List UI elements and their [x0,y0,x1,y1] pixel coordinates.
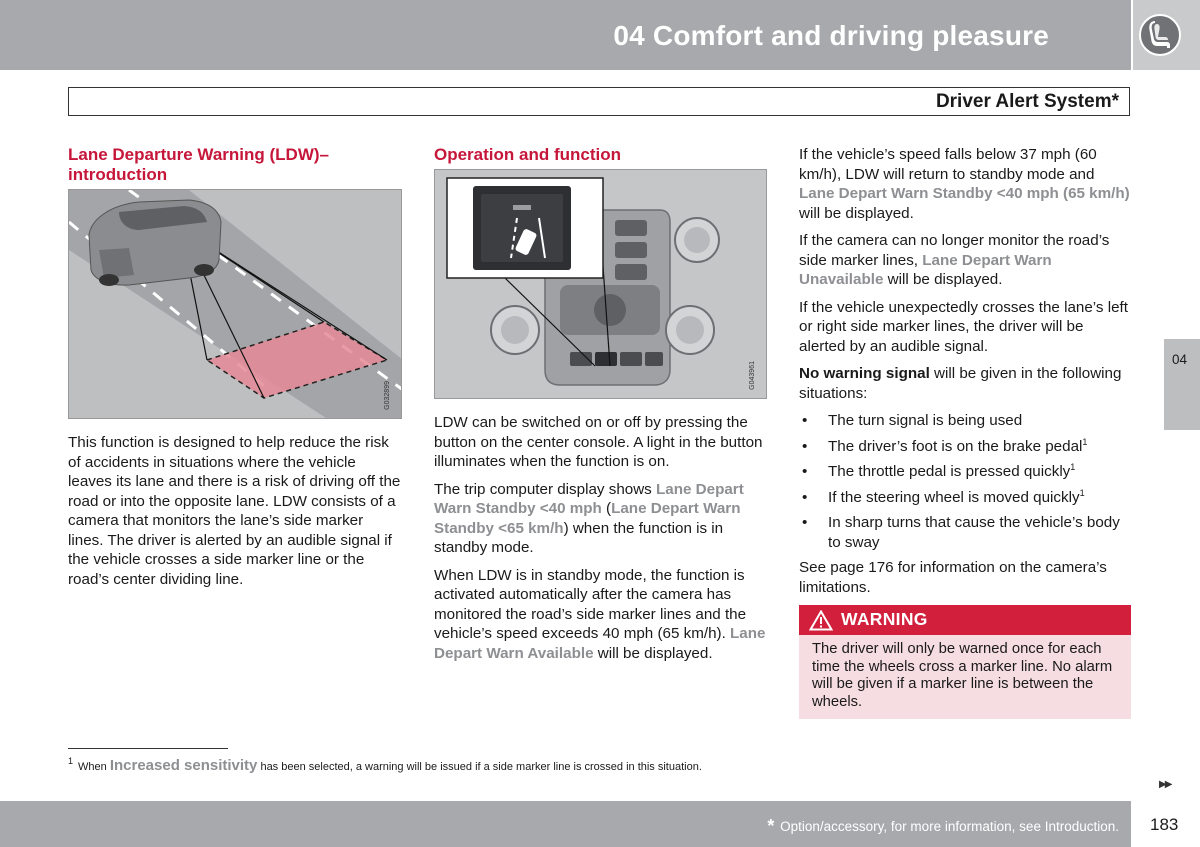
warning-header [799,605,1131,635]
chapter-side-tab [1164,339,1200,430]
warning-title: WARNING [841,609,928,629]
warning-box [799,605,1131,719]
list-item: • In sharp turns that cause the vehicle’s body to sway [802,514,1120,551]
list-item: • The turn signal is being used [802,412,1023,429]
warning-text: The driver will only be warned once for each time the wheels cross a marker line. No alarm will be given if a marker line is between the wheels. [812,641,1113,710]
lane-camera-illustration [68,189,402,419]
image-code: G043961 [748,361,756,390]
seat-icon [1139,14,1181,56]
list-item: • The driver’s foot is on the brake pedal$^1$ [802,436,1088,455]
section-title: Driver Alert System* [935,91,1119,112]
footer-bar [0,801,1131,847]
ldw-intro-body: This function is designed to help reduce the risk of accidents in situations where the vehicle leaves its lane and there is a risk of driving off the road or into the opposite lane. LDW consists of a camera that monitors the lane’s side marker lines. The driver is alerted by an audible signal if the vehicle crosses a side marker line or the road’s center dividing line. [68,434,401,588]
footnote-rule [68,748,228,749]
no-warning-list [799,411,1133,552]
column-3 [799,145,1133,719]
footnote: $^1$ When Increased sensitivity has been selected, a warning will be issued if a side marker line is crossed in this situation. [68,756,702,774]
header-bar [0,0,1131,70]
audible-signal-paragraph: If the vehicle unexpectedly crosses the lane’s left or right side marker lines, the driver will be alerted by an audible signal. [799,298,1128,355]
operation-p3: When LDW is in standby mode, the function is activated automatically after the camera has monitored the road’s side marker lines and the vehicle’s speed exceeds 40 mph (65 km/h). Lane Depart Warn Available will be displayed. [434,566,766,662]
operation-heading: Operation and function [434,145,621,164]
center-console-illustration [434,169,767,399]
camera-limitations-paragraph: See page 176 for information on the camera’s limitations. [799,559,1107,596]
unavailable-paragraph: If the camera can no longer monitor the road’s side marker lines, Lane Depart Warn Unavailable will be displayed. [799,232,1110,288]
chapter-title: 04 Comfort and driving pleasure [613,20,1049,51]
operation-p2: The trip computer display shows Lane Depart Warn Standby <40 mph (Lane Depart Warn Standby <65 km/h) when the function is in standby mode. [434,480,744,556]
double-chevron-right-icon: ▶▶ [1159,779,1171,790]
standby-paragraph: If the vehicle’s speed falls below 37 mph (60 km/h), LDW will return to standby mode and Lane Depart Warn Standby <40 mph (65 km/h) will be displayed. [799,146,1130,222]
ldw-intro-heading: Lane Departure Warning (LDW)–introduction [68,145,329,184]
side-tab-label: 04 [1172,352,1188,367]
footer-note: * Option/accessory, for more information, see Introduction. [767,816,1119,836]
operation-p1: LDW can be switched on or off by pressing the button on the center console. A light in the button illuminates when the function is on. [434,414,763,470]
warning-triangle-icon [809,610,833,631]
image-code: G032899 [383,381,391,410]
list-item: • If the steering wheel is moved quickly$^1$ [802,487,1085,506]
section-header-box [68,87,1130,116]
page-number: 183 [1150,815,1179,834]
column-1 [68,145,402,597]
no-warning-paragraph: No warning signal will be given in the following situations: [799,365,1122,402]
column-2 [434,145,767,671]
list-item: • The throttle pedal is pressed quickly$^1$ [802,461,1076,480]
